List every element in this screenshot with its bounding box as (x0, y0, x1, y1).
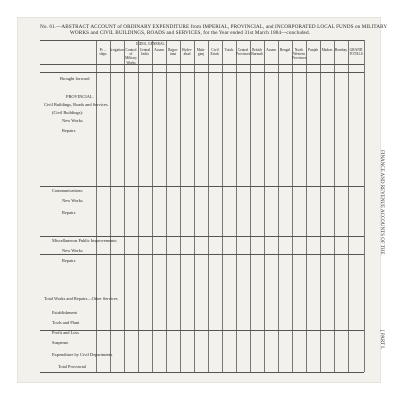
column-rule (96, 40, 97, 372)
column-header: Hyder-abad (181, 48, 193, 57)
row-rule (40, 40, 364, 41)
column-rule (110, 40, 111, 372)
column-rule (236, 40, 237, 372)
row-label: Total Provincial (58, 364, 87, 369)
column-header: Assam (154, 48, 164, 52)
column-rule (166, 40, 167, 372)
column-rule (320, 40, 321, 372)
row-label: Communications: (52, 188, 84, 193)
row-label: New Works (62, 198, 83, 203)
side-running-head: FINANCE AND REVENUE ACCOUNTS OF THE (379, 150, 384, 255)
column-header: Madras (321, 48, 333, 52)
row-label: Establishment (52, 310, 77, 315)
column-header: Bengal (279, 48, 291, 52)
row-rule (40, 186, 364, 187)
row-rule (40, 72, 364, 73)
column-rule (208, 40, 209, 372)
row-label: Expenditure by Civil Departments (52, 352, 113, 357)
column-header: Central India (139, 48, 151, 57)
column-header: British Burmah (251, 48, 263, 57)
row-label: Profit and Loss (52, 330, 79, 335)
column-header: Totals (224, 48, 234, 52)
side-part-label: [ PART I. (379, 330, 384, 350)
row-label: Miscellaneous Public Improvements: (52, 238, 118, 243)
column-rule (334, 40, 335, 372)
column-rule (264, 40, 265, 372)
column-rule (364, 40, 365, 372)
document-title (40, 24, 388, 37)
column-rule (138, 40, 139, 372)
row-rule (40, 372, 364, 373)
column-rule (222, 40, 223, 372)
column-rule (124, 40, 125, 372)
column-header: Punjab (308, 48, 318, 52)
column-header: Central Provinces (236, 48, 251, 57)
column-header: Pr ... ships (99, 48, 107, 57)
row-label: New Works (62, 118, 83, 123)
column-header: Civil Estab. (210, 48, 220, 57)
column-rule (194, 40, 195, 372)
column-rule (152, 40, 153, 372)
column-header: Control of Military Works (125, 48, 137, 65)
column-rule (278, 40, 279, 372)
column-rule (250, 40, 251, 372)
column-header: Irrigation (110, 48, 124, 52)
row-label: New Works (62, 248, 83, 253)
row-label: (Civil Buildings): (52, 110, 84, 115)
column-rule (292, 40, 293, 372)
title-line-2: WORKS and CIVIL BUILDINGS, ROADS and SERVICES, for the Year ended 31st March 1884—concluded. (69, 30, 311, 37)
column-header: Assam (266, 48, 276, 52)
row-label: Civil Buildings, Roads and Services. (44, 102, 109, 107)
group-header: INDIA, GENERAL. (136, 42, 166, 46)
row-rule (40, 330, 364, 331)
row-label: Suspense (52, 340, 69, 345)
column-header: North Western Provinces (292, 48, 307, 61)
column-rule (180, 40, 181, 372)
row-label: Repairs (62, 210, 76, 215)
column-rule (306, 40, 307, 372)
row-label: Tools and Plant (52, 320, 80, 325)
row-label: Brought forward (60, 76, 90, 81)
row-label: Total Works and Repairs—Other Services (44, 296, 118, 301)
column-header: Rajpu-tana (168, 48, 178, 57)
row-label: Repairs (62, 258, 76, 263)
column-header: Mala-ganj (196, 48, 206, 57)
column-header: Bombay (334, 48, 348, 52)
row-rule (40, 254, 364, 255)
column-header: GRAND TOTALS (349, 48, 363, 57)
title-line-1: No. 61.—ABSTRACT ACCOUNT of ORDINARY EXPENDITURE from IMPERIAL, PROVINCIAL, and INCORPORATED LOCAL FUNDS on MILITARY (40, 24, 388, 30)
row-label: PROVINCIAL. (66, 94, 94, 99)
row-rule (40, 236, 364, 237)
row-label: Repairs (62, 128, 76, 133)
column-rule (348, 40, 349, 372)
row-rule (40, 64, 364, 65)
